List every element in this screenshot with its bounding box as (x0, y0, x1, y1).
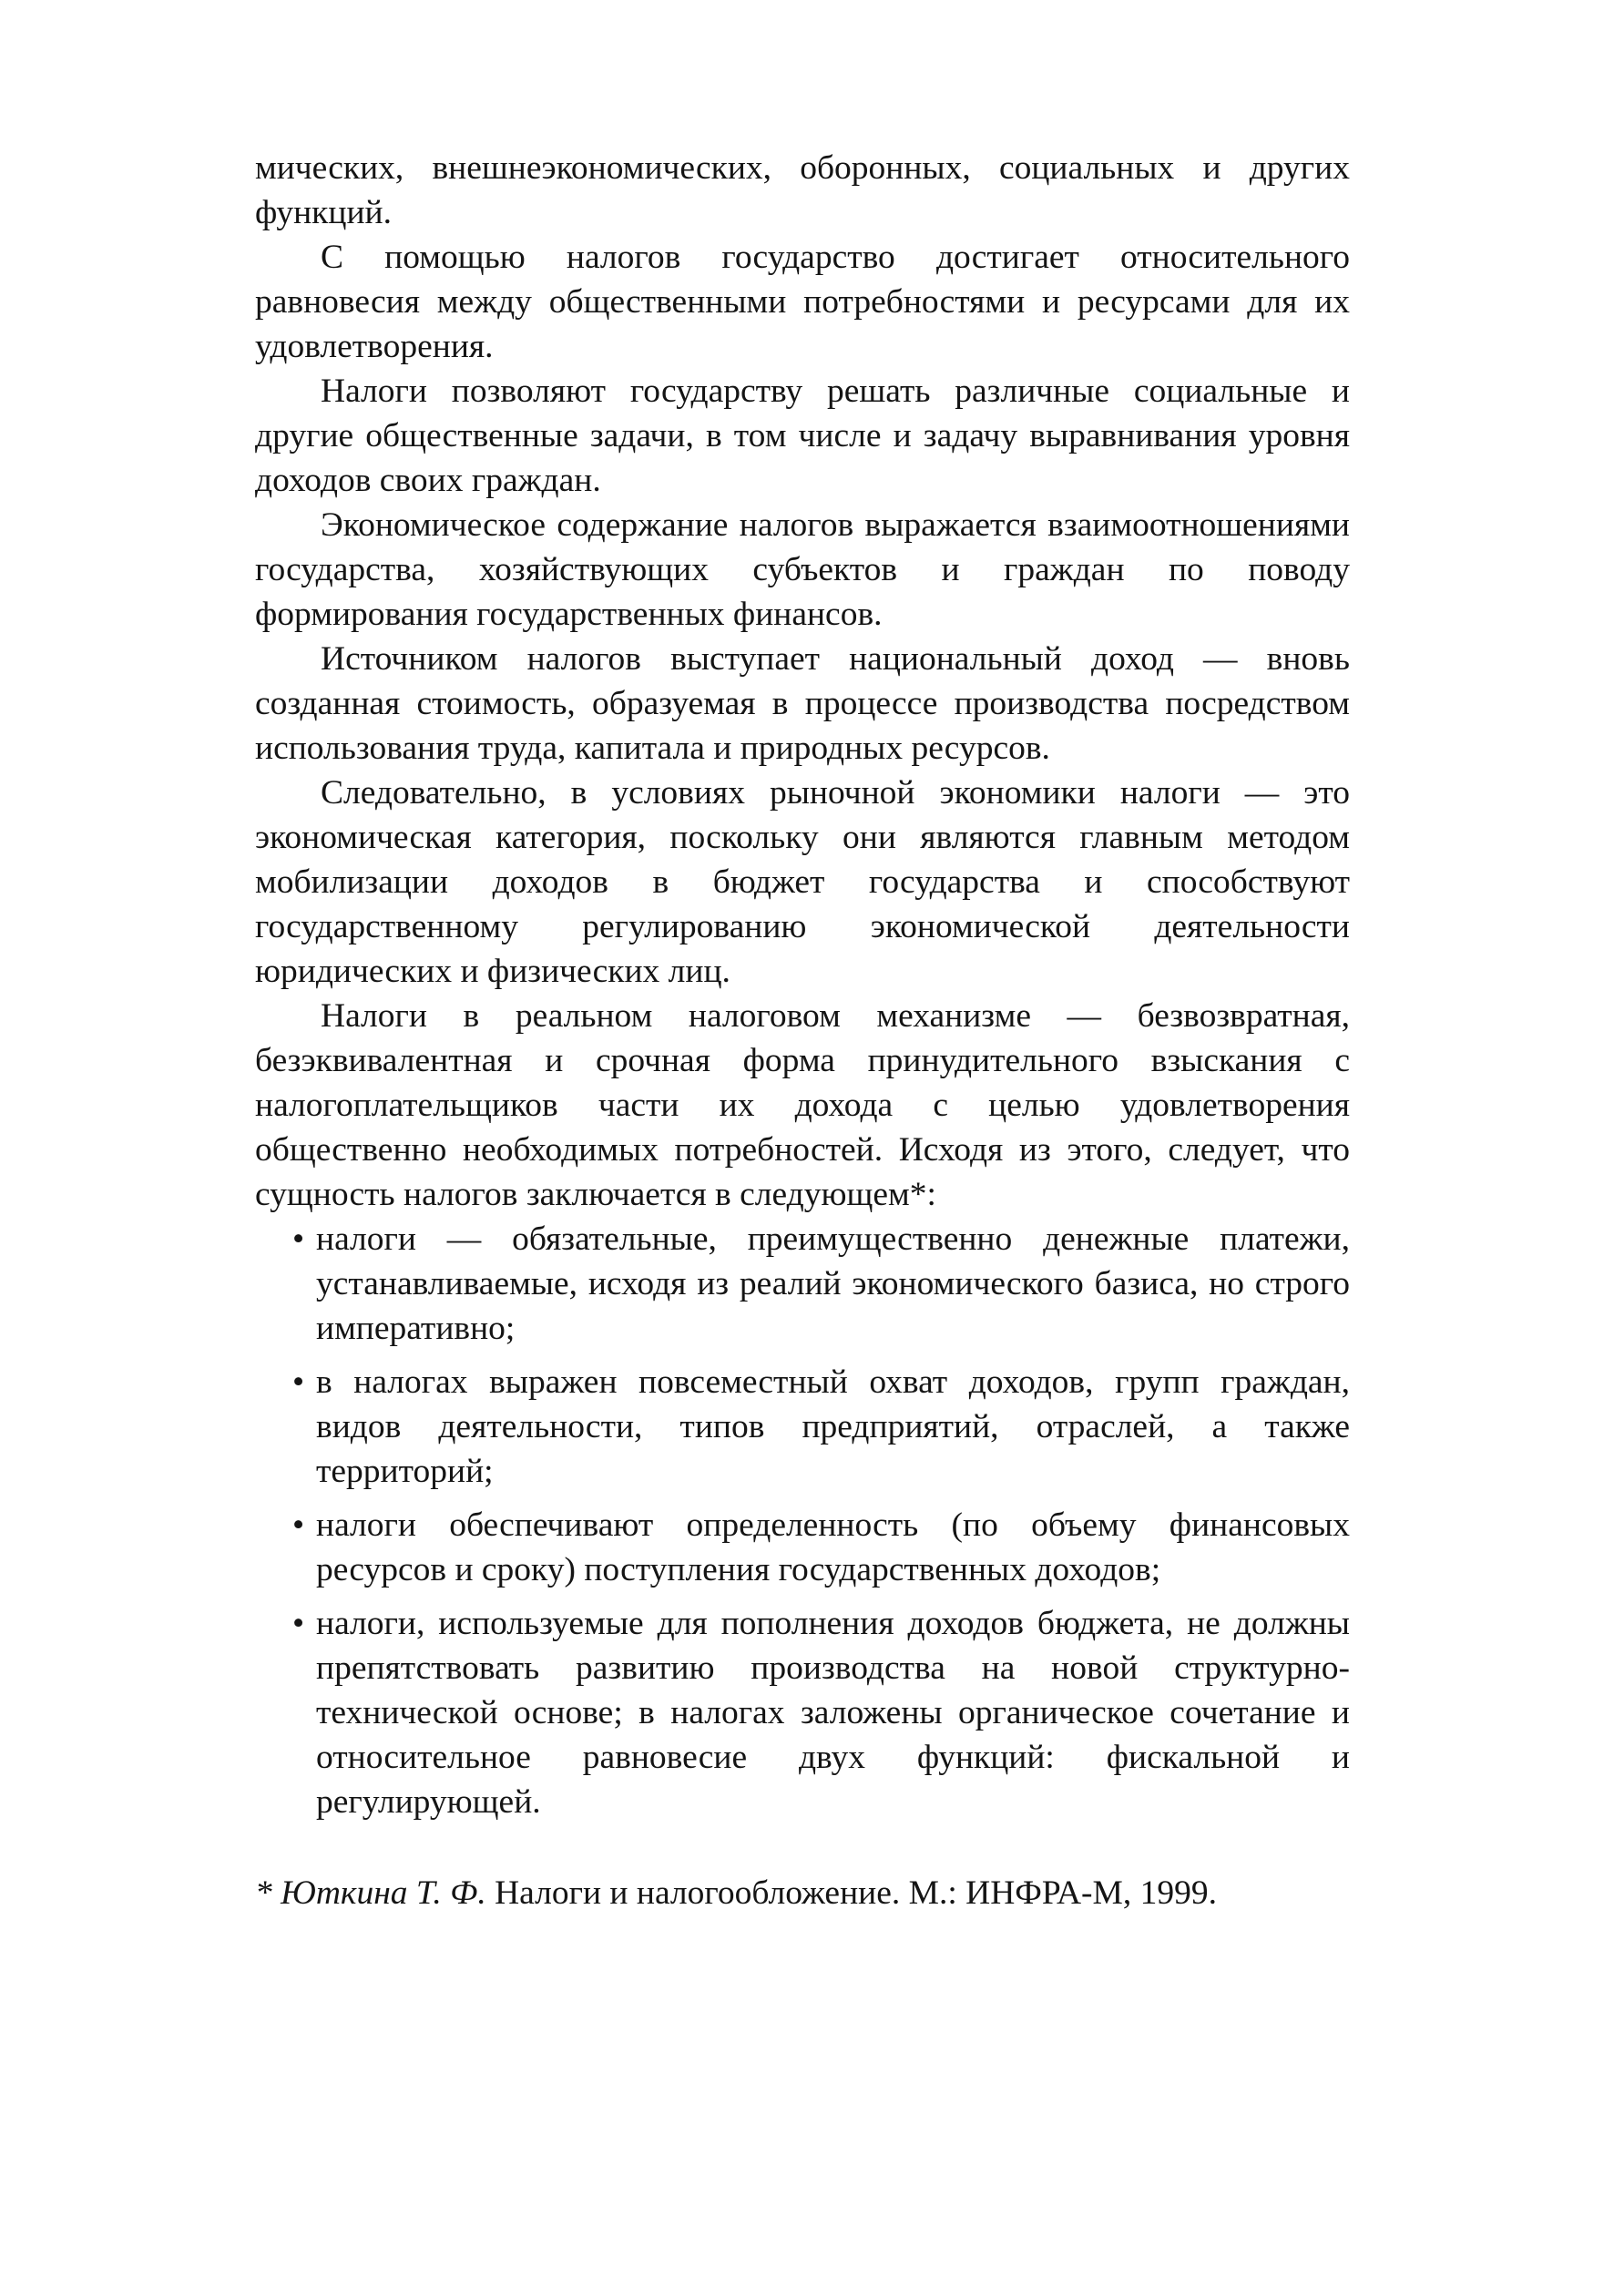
paragraph-continuation: мических, внешнеэкономических, оборонных, социальных и других функций. (255, 149, 1350, 231)
bullet-icon: • (292, 1506, 305, 1544)
footnote (255, 1871, 1350, 1915)
bullet-icon: • (292, 1605, 305, 1642)
paragraph-economic-category: Следовательно, в условиях рыночной экономики налоги — это экономическая категория, поскольку они являются главным методом мобилизации доходов в бюджет государства и способствуют государственному регулированию экономической деятельности юридических и физических лиц. (255, 774, 1350, 990)
footnote-author: * Юткина Т. Ф. (255, 1874, 486, 1912)
paragraph-tax-definition: Налоги в реальном налоговом механизме — безвозвратная, безэквивалентная и срочная форма принудительного взыскания с налогоплательщиков части их дохода с целью удовлетворения общественно необходимых потребностей. Исходя из этого, следует, что сущность налогов заключается в следующем*: (255, 997, 1350, 1213)
bullet-text: налоги — обязательные, преимущественно денежные платежи, устанавливаемые, исходя из реалий экономического базиса, но строго императивно; (316, 1220, 1350, 1347)
paragraph-equilibrium: С помощью налогов государство достигает относительного равновесия между общественными потребностями и ресурсами для их удовлетворения. (255, 239, 1350, 365)
bullet-text: в налогах выражен повсеместный охват доходов, групп граждан, видов деятельности, типов предприятий, отраслей, а также территорий; (316, 1363, 1350, 1490)
paragraph-social-tasks: Налоги позволяют государству решать различные социальные и другие общественные задачи, в том числе и задачу выравнивания уровня доходов своих граждан. (255, 373, 1350, 499)
bullet-icon: • (292, 1363, 305, 1401)
bullet-icon: • (292, 1220, 305, 1258)
footnote-citation: Налоги и налогообложение. М.: ИНФРА-М, 1999. (485, 1874, 1217, 1912)
paragraph-source-of-taxes: Источником налогов выступает национальный доход — вновь созданная стоимость, образуемая в процессе производства посредством использования труда, капитала и природных ресурсов. (255, 640, 1350, 767)
essence-bullet-list (255, 1217, 1350, 1824)
bullet-text: налоги обеспечивают определенность (по объему финансовых ресурсов и сроку) поступления государственных доходов; (316, 1506, 1350, 1588)
main-text (255, 146, 1350, 1833)
paragraph-economic-content: Экономическое содержание налогов выражается взаимоотношениями государства, хозяйствующих субъектов и граждан по поводу формирования государственных финансов. (255, 506, 1350, 633)
bullet-item-coverage (255, 1360, 1350, 1494)
bullet-item-mandatory (255, 1217, 1350, 1351)
bullet-item-balance (255, 1601, 1350, 1824)
bullet-text: налоги, используемые для пополнения доходов бюджета, не должны препятствовать развитию производства на новой структурно-технической основе; в налогах заложены органическое сочетание и относительное равновесие двух функций: фискальной и регулирующей. (316, 1605, 1350, 1821)
bullet-item-certainty (255, 1503, 1350, 1592)
